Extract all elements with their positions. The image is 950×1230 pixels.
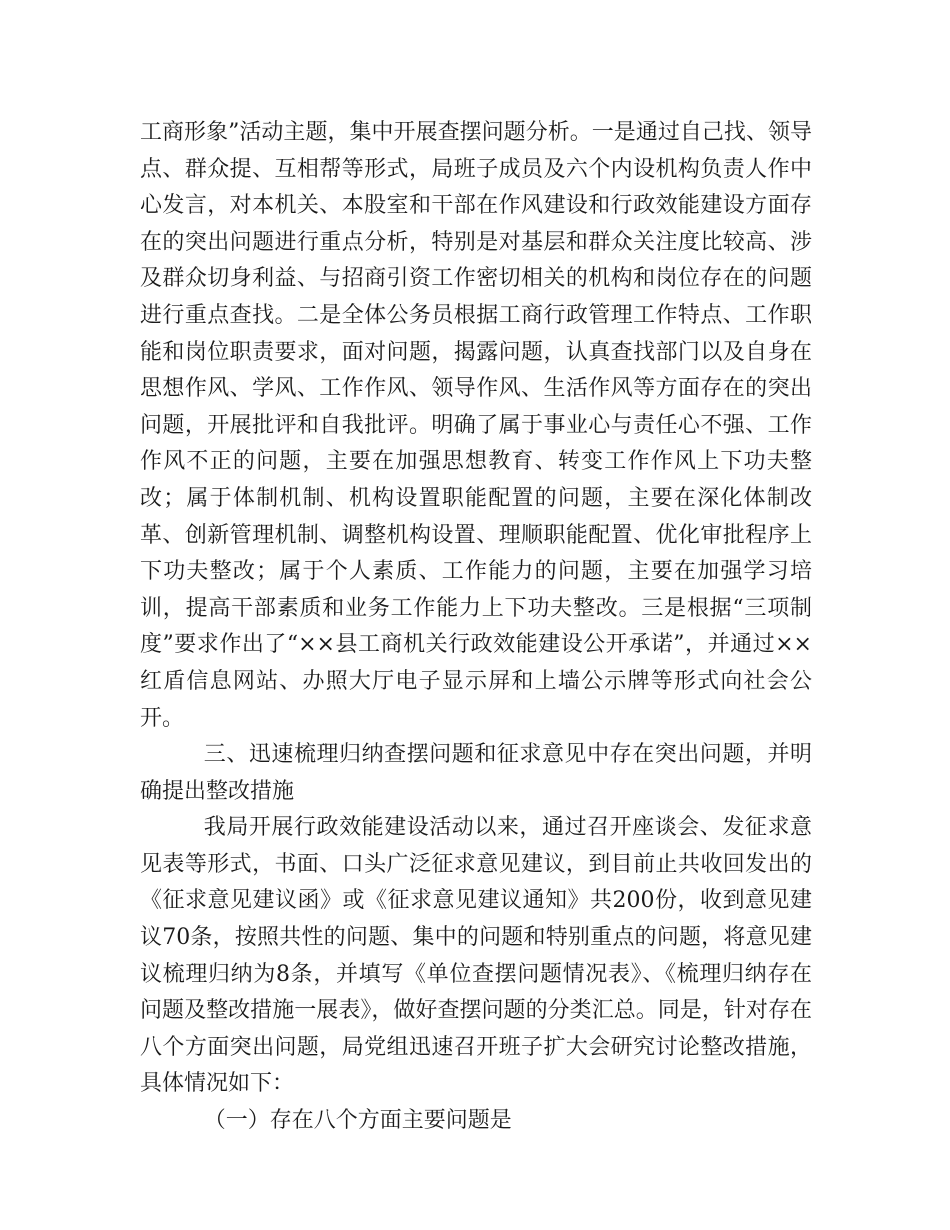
section-heading-three: 三、迅速梳理归纳查摆问题和征求意见中存在突出问题，并明确提出整改措施 xyxy=(140,742,812,804)
paragraph-activity-analysis: 工商形象”活动主题，集中开展查摆问题分析。一是通过自己找、领导点、群众提、互相帮等形式，局班子成员及六个内设机构负责人作中心发言，对本机关、本股室和干部在作风建设和行政效能建设方面存在的突出问题进行重点分析，特别是对基层和群众关注度比较高、涉及群众切身利益、与招商引资工作密切相关的机构和岗位存在的问题进行重点查找。二是全体公务员根据工商行政管理工作特点、工作职能和岗位职责要求，面对问题，揭露问题，认真查找部门以及自身在思想作风、学风、工作作风、领导作风、生活作风等方面存在的突出问题，开展批评和自我批评。明确了属于事业心与责任心不强、工作作风不正的问题，主要在加强思想教育、转变工作作风上下功夫整改；属于体制机制、机构设置职能配置的问题，主要在深化体制改革、创新管理机制、调整机构设置、理顺职能配置、优化审批程序上下功夫整改；属于个人素质、工作能力的问题，主要在加强学习培训，提高干部素质和业务工作能力上下功夫整改。三是根据“三项制度”要求作出了“××县工商机关行政效能建设公开承诺”，并通过××红盾信息网站、办照大厅电子显示屏和上墙公示牌等形式向社会公开。 xyxy=(140,120,812,731)
document-body xyxy=(140,115,812,1140)
subheading-eight-problems: （一）存在八个方面主要问题是 xyxy=(203,1108,512,1134)
paragraph-opinion-collection: 我局开展行政效能建设活动以来，通过召开座谈会、发征求意见表等形式，书面、口头广泛征求意见建议，到目前止共收回发出的《征求意见建议函》或《征求意见建议通知》共200份，收到意见建议70条，按照共性的问题、集中的问题和特别重点的问题，将意见建议梳理归纳为8条，并填写《单位查摆问题情况表》、《梳理归纳存在问题及整改措施一展表》，做好查摆问题的分类汇总。同是，针对存在八个方面突出问题，局党组迅速召开班子扩大会研究讨论整改措施，具体情况如下： xyxy=(140,815,812,1097)
